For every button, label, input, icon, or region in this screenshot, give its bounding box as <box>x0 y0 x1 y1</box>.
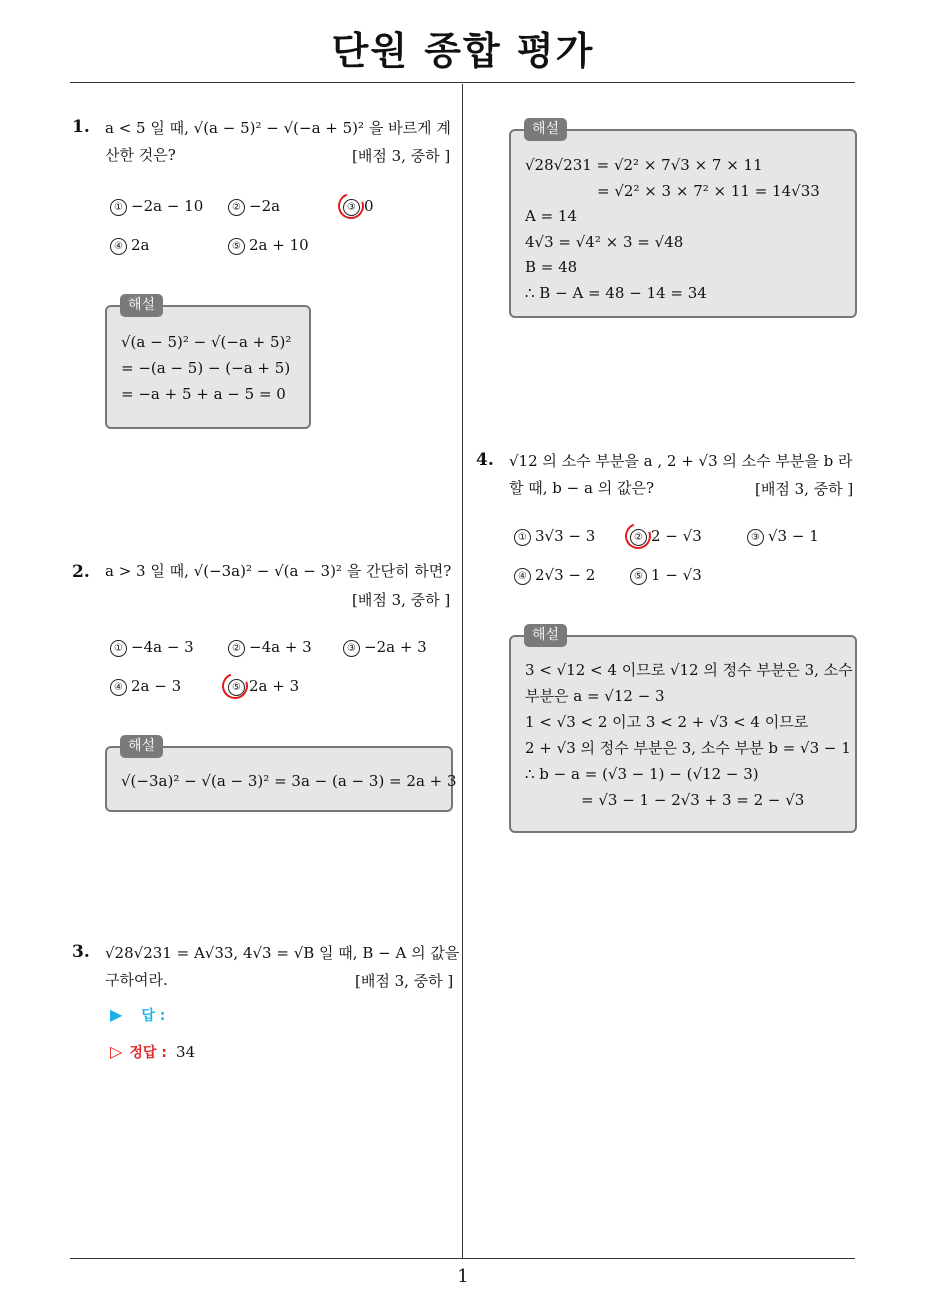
q4-solution-line3: 1 < √3 < 2 이고 3 < 2 + √3 < 4 이므로 <box>525 713 809 731</box>
choice-text: 1 − √3 <box>651 566 702 584</box>
choice-mark: ② <box>228 199 245 216</box>
choice-mark: ④ <box>110 238 127 255</box>
choice-mark: ③ <box>343 199 360 216</box>
choice-mark: ② <box>630 529 647 546</box>
q2-number: 2. <box>72 562 90 582</box>
q4-solution-tag: 해설 <box>524 624 567 647</box>
q4-choice-3[interactable] <box>747 527 819 546</box>
q2-choice-3[interactable] <box>343 638 427 657</box>
q4-choice-1[interactable] <box>514 527 595 546</box>
q3-answer-row <box>110 1005 165 1025</box>
play-icon: ▶ <box>110 1005 123 1024</box>
choice-text: 0 <box>364 197 374 215</box>
q1-choice-5[interactable] <box>228 236 309 255</box>
choice-text: 2a + 3 <box>249 677 300 695</box>
choice-mark: ① <box>110 199 127 216</box>
q4-text-line1: √12 의 소수 부분을 a , 2 + √3 의 소수 부분을 b 라 <box>509 452 853 470</box>
q3-solution-line2: = √2² × 3 × 7² × 11 = 14√33 <box>597 181 820 200</box>
choice-text: 2a − 3 <box>131 677 182 695</box>
choice-mark: ⑤ <box>630 568 647 585</box>
q1-meta: [배점 3, 중하 ] <box>352 147 451 165</box>
top-divider <box>70 82 855 83</box>
choice-text: −2a − 10 <box>131 197 204 215</box>
choice-text: −2a + 3 <box>364 638 427 656</box>
q2-choice-4[interactable] <box>110 677 181 696</box>
q4-choice-4[interactable] <box>514 566 595 585</box>
choice-text: −4a + 3 <box>249 638 312 656</box>
q1-answer-mark <box>334 189 369 224</box>
q3-solution-line3: A = 14 <box>525 207 578 225</box>
q3-meta: [배점 3, 중하 ] <box>355 972 454 990</box>
q3-solution-box <box>509 129 857 318</box>
choice-mark: ① <box>514 529 531 546</box>
q4-solution-line4: 2 + √3 의 정수 부분은 3, 소수 부분 b = √3 − 1 <box>525 739 851 757</box>
q3-text-line2: 구하여라. <box>105 971 168 989</box>
choice-mark: ① <box>110 640 127 657</box>
q4-solution-line2: 부분은 a = √12 − 3 <box>525 687 665 705</box>
q4-choice-5[interactable] <box>630 566 702 585</box>
q4-text-line2: 할 때, b − a 의 값은? <box>509 479 654 497</box>
q3-solution-line4: 4√3 = √4² × 3 = √48 <box>525 232 684 251</box>
choice-text: −2a <box>249 197 281 215</box>
q3-correct-value: 34 <box>176 1043 196 1061</box>
q3-number: 3. <box>72 942 90 962</box>
triangle-outline-icon: ▷ <box>110 1042 123 1061</box>
choice-text: √3 − 1 <box>768 527 819 545</box>
q4-number: 4. <box>476 450 494 470</box>
choice-text: −4a − 3 <box>131 638 194 656</box>
page-title: 단원 종합 평가 <box>331 29 595 73</box>
q2-solution-tag: 해설 <box>120 735 163 758</box>
q1-solution-tag: 해설 <box>120 294 163 317</box>
q1-solution-line1: √(a − 5)² − √(−a + 5)² <box>121 333 292 351</box>
choice-mark: ④ <box>514 568 531 585</box>
bottom-divider <box>70 1258 855 1259</box>
page-number: 1 <box>457 1266 469 1287</box>
choice-text: 3√3 − 3 <box>535 527 596 545</box>
choice-mark: ③ <box>747 529 764 546</box>
q4-solution-line1: 3 < √12 < 4 이므로 √12 의 정수 부분은 3, 소수 <box>525 661 853 679</box>
q4-solution-line6: = √3 − 1 − 2√3 + 3 = 2 − √3 <box>581 791 805 809</box>
q1-text-line1: a < 5 일 때, √(a − 5)² − √(−a + 5)² 을 바르게 계 <box>105 119 451 137</box>
q1-solution-box <box>105 305 311 429</box>
q1-text-line2: 산한 것은? <box>105 146 176 164</box>
q2-choice-1[interactable] <box>110 638 194 657</box>
choice-text: 2a + 10 <box>249 236 309 254</box>
q1-choice-2[interactable] <box>228 197 280 216</box>
q1-number: 1. <box>72 117 90 137</box>
q2-solution-line1: √(−3a)² − √(a − 3)² = 3a − (a − 3) = 2a + 3 <box>121 772 457 790</box>
q3-correct-row <box>110 1042 195 1062</box>
choice-text: 2√3 − 2 <box>535 566 596 584</box>
choice-mark: ③ <box>343 640 360 657</box>
q3-answer-label: 답 : <box>141 1008 166 1024</box>
choice-text: 2a <box>131 236 150 254</box>
choice-mark: ② <box>228 640 245 657</box>
q4-answer-mark <box>621 519 656 554</box>
q3-solution-line6: ∴ B − A = 48 − 14 = 34 <box>525 283 707 302</box>
choice-mark: ⑤ <box>228 238 245 255</box>
q3-correct-label: 정답 : <box>129 1045 167 1061</box>
q3-solution-line5: B = 48 <box>525 258 578 276</box>
q4-solution-box <box>509 635 857 833</box>
q2-answer-mark <box>218 669 253 704</box>
choice-mark: ⑤ <box>228 679 245 696</box>
q1-solution-line3: = −a + 5 + a − 5 = 0 <box>121 385 286 403</box>
q1-choice-1[interactable] <box>110 197 203 216</box>
choice-mark: ④ <box>110 679 127 696</box>
q2-meta: [배점 3, 중하 ] <box>352 591 451 609</box>
q2-choice-2[interactable] <box>228 638 312 657</box>
choice-text: 2 − √3 <box>651 527 702 545</box>
q3-text-line1: √28√231 = A√33, 4√3 = √B 일 때, B − A 의 값을 <box>105 944 460 962</box>
q1-choice-4[interactable] <box>110 236 150 255</box>
q1-solution-line2: = −(a − 5) − (−a + 5) <box>121 359 291 377</box>
q3-solution-line1: √28√231 = √2² × 7√3 × 7 × 11 <box>525 156 763 174</box>
q4-solution-line5: ∴ b − a = (√3 − 1) − (√12 − 3) <box>525 765 759 783</box>
q2-text-line1: a > 3 일 때, √(−3a)² − √(a − 3)² 을 간단히 하면? <box>105 562 452 580</box>
column-divider <box>462 84 463 1259</box>
q3-solution-tag: 해설 <box>524 118 567 141</box>
q4-meta: [배점 3, 중하 ] <box>755 480 854 498</box>
